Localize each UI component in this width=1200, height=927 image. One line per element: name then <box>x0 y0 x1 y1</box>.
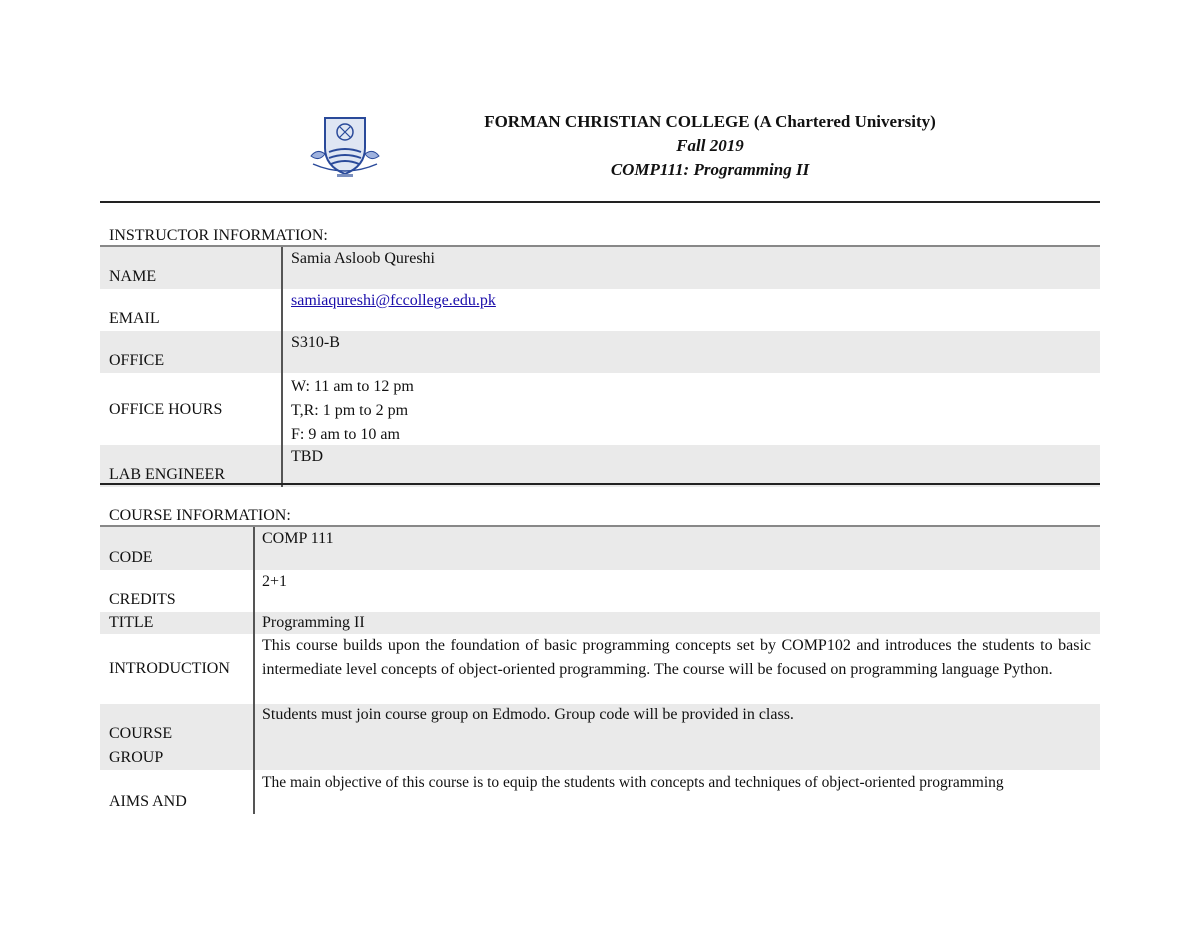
column-divider <box>253 527 255 570</box>
instructor-name: Samia Asloob Qureshi <box>291 250 435 267</box>
term: Fall 2019 <box>676 136 744 155</box>
table-row <box>100 612 1100 634</box>
course-section-title: COURSE INFORMATION: <box>109 507 291 524</box>
instructor-section-title: INSTRUCTOR INFORMATION: <box>109 227 328 244</box>
college-crest-logo <box>305 112 385 180</box>
table-row <box>100 704 1100 770</box>
column-divider <box>281 289 283 331</box>
row-label: TITLE <box>109 614 154 631</box>
row-label: OFFICE <box>109 352 165 369</box>
row-label: CREDITS <box>109 591 176 608</box>
office-hours-line: T,R: 1 pm to 2 pm <box>291 402 409 419</box>
course-table <box>100 527 1100 814</box>
table-row <box>100 527 1100 570</box>
table-row <box>100 373 1100 445</box>
document-header <box>440 110 980 182</box>
column-divider <box>253 770 255 814</box>
course-group-value: Students must join course group on Edmodo. Group code will be provided in class. <box>262 706 794 723</box>
row-label: NAME <box>109 268 157 285</box>
lab-engineer-value: TBD <box>291 448 323 465</box>
office-hours-value <box>283 375 1100 445</box>
table-row <box>100 770 1100 814</box>
column-divider <box>281 331 283 373</box>
header-divider <box>100 201 1100 203</box>
title-value: Programming II <box>262 614 365 631</box>
column-divider <box>253 704 255 770</box>
row-label: LAB ENGINEER <box>109 466 225 483</box>
table-row <box>100 247 1100 289</box>
instructor-table <box>100 247 1100 487</box>
row-label <box>100 704 254 770</box>
table-row <box>100 289 1100 331</box>
row-label: CODE <box>109 549 153 566</box>
code-value: COMP 111 <box>262 530 334 547</box>
course-heading: COMP111: Programming II <box>610 160 810 179</box>
column-divider <box>281 445 283 487</box>
office-value: S310-B <box>291 334 340 351</box>
column-divider <box>281 247 283 289</box>
credits-value: 2+1 <box>262 573 288 590</box>
instructor-table-bottom-rule <box>100 483 1100 485</box>
table-row <box>100 570 1100 612</box>
introduction-value: This course builds upon the foundation of basic programming concepts set by COMP102 and introduces the students to basic intermediate level concepts of object-oriented programming. The course will be focused on programming language Python. <box>262 637 1091 678</box>
office-hours-line: W: 11 am to 12 pm <box>291 378 414 395</box>
college-name: FORMAN CHRISTIAN COLLEGE (A Chartered University) <box>484 112 936 131</box>
email-cell <box>283 289 1100 331</box>
table-row <box>100 445 1100 487</box>
email-link[interactable]: samiaqureshi@fccollege.edu.pk <box>291 292 496 309</box>
row-label: EMAIL <box>109 310 160 327</box>
column-divider <box>253 570 255 612</box>
row-label-line: GROUP <box>109 749 164 766</box>
row-label: OFFICE HOURS <box>109 401 223 418</box>
column-divider <box>253 634 255 704</box>
column-divider <box>253 612 255 634</box>
table-row <box>100 634 1100 704</box>
column-divider <box>281 373 283 445</box>
row-label: INTRODUCTION <box>109 660 230 677</box>
row-label-line: COURSE <box>109 725 173 742</box>
table-row <box>100 331 1100 373</box>
row-label: AIMS AND <box>109 793 187 810</box>
aims-value: The main objective of this course is to equip the students with concepts and techniques of object-oriented programming <box>262 774 1004 791</box>
office-hours-line: F: 9 am to 10 am <box>291 426 400 443</box>
